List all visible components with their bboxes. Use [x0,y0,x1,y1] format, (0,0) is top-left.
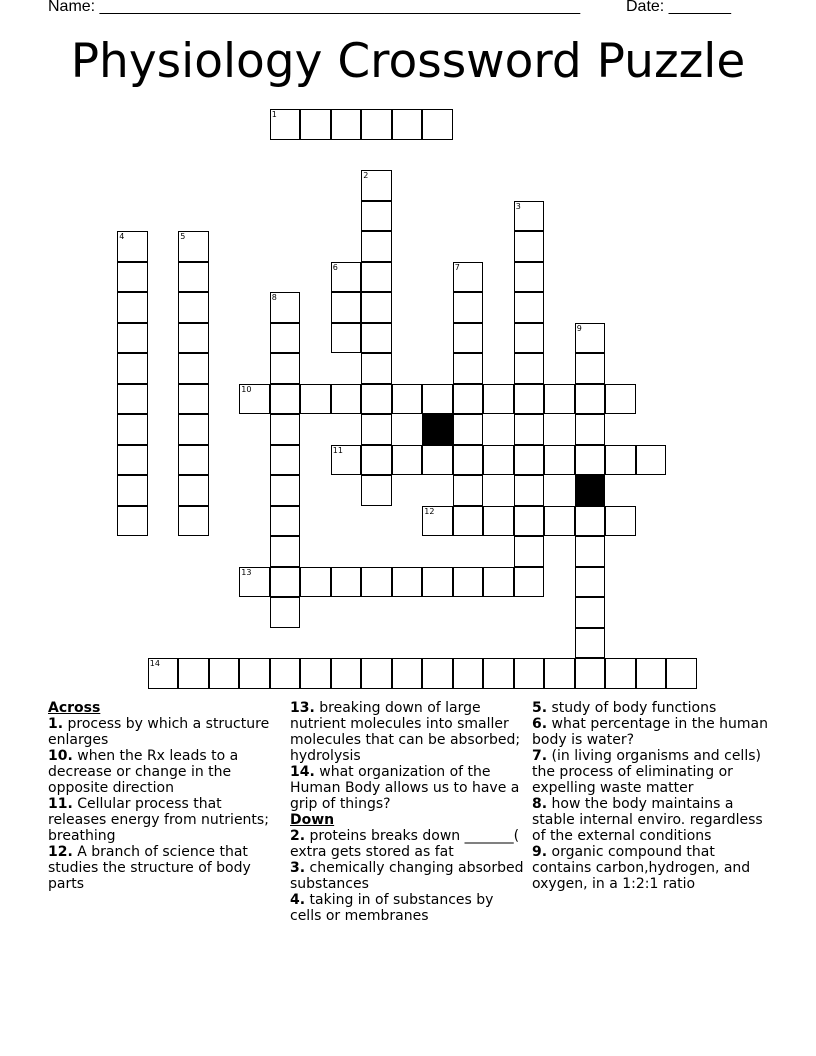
grid-cell[interactable] [514,292,545,323]
grid-cell[interactable] [575,445,606,476]
clue-text: when the Rx leads to a decrease or change in the opposite direction [48,748,239,796]
clue-number: 5. [532,700,548,716]
grid-cell[interactable] [361,475,392,506]
cell-number: 12 [424,506,435,516]
grid-cell[interactable] [514,567,545,598]
clue-10 [48,748,280,796]
grid-cell[interactable] [636,445,667,476]
clue-6 [532,716,772,748]
clue-text: taking in of substances by cells or membranes [290,892,494,924]
clue-text: what organization of the Human Body allows us to have a grip of things? [290,764,520,812]
cell-number: 3 [515,201,521,211]
grid-cell[interactable] [117,231,148,262]
clues-column-1 [48,700,280,892]
grid-cell[interactable] [361,201,392,232]
grid-cell[interactable] [514,384,545,415]
clue-number: 1. [48,716,64,732]
grid-cell[interactable] [361,292,392,323]
clue-number: 12. [48,844,73,860]
name-field-label: Name: ______________________________________________________ [48,0,581,15]
grid-cell[interactable] [392,109,423,140]
clue-text: breaking down of large nutrient molecules into smaller molecules that can be absorbed; hydrolysis [290,700,521,764]
grid-cell[interactable] [270,384,301,415]
grid-cell[interactable] [361,231,392,262]
grid-cell[interactable] [422,567,453,598]
cell-number: 5 [180,232,186,242]
grid-cell[interactable] [178,658,209,689]
grid-cell[interactable] [178,353,209,384]
cell-number: 14 [149,659,160,669]
grid-cell[interactable] [575,506,606,537]
grid-cell[interactable] [575,536,606,567]
grid-cell[interactable] [331,323,362,354]
grid-cell[interactable] [270,567,301,598]
grid-cell[interactable] [392,567,423,598]
grid-cell[interactable] [514,262,545,293]
grid-cell[interactable] [514,201,545,232]
grid-cell[interactable] [331,567,362,598]
grid-cell[interactable] [514,353,545,384]
grid-cell[interactable] [453,445,484,476]
blocked-cell [422,414,453,445]
grid-cell[interactable] [331,384,362,415]
grid-cell[interactable] [453,658,484,689]
blocked-cell [575,475,606,506]
grid-cell[interactable] [361,262,392,293]
clue-2 [290,828,528,860]
grid-cell[interactable] [270,109,301,140]
cell-number: 13 [241,567,252,577]
grid-cell[interactable] [575,353,606,384]
grid-cell[interactable] [575,384,606,415]
cell-number: 8 [271,293,277,303]
grid-cell[interactable] [636,658,667,689]
cell-number: 2 [363,171,369,181]
grid-cell[interactable] [117,262,148,293]
clue-number: 4. [290,892,306,908]
grid-cell[interactable] [117,445,148,476]
clue-text: proteins breaks down _______( extra gets stored as fat [290,828,520,860]
grid-cell[interactable] [270,414,301,445]
grid-cell[interactable] [270,353,301,384]
grid-cell[interactable] [178,506,209,537]
clue-text: (in living organisms and cells) the process of eliminating or expelling waste matter [532,748,761,796]
grid-cell[interactable] [514,323,545,354]
grid-cell[interactable] [544,506,575,537]
grid-cell[interactable] [605,506,636,537]
grid-cell[interactable] [178,475,209,506]
cell-number: 4 [119,232,125,242]
clue-5 [532,700,772,716]
grid-cell[interactable] [392,658,423,689]
clue-9 [532,844,772,892]
grid-cell[interactable] [422,109,453,140]
grid-cell[interactable] [361,567,392,598]
grid-cell[interactable] [331,109,362,140]
cell-number: 7 [454,262,460,272]
grid-cell[interactable] [178,231,209,262]
grid-cell[interactable] [270,445,301,476]
grid-cell[interactable] [453,384,484,415]
grid-cell[interactable] [178,445,209,476]
grid-cell[interactable] [453,567,484,598]
grid-cell[interactable] [575,628,606,659]
clue-13 [290,700,528,764]
grid-cell[interactable] [514,506,545,537]
across-heading: Across [48,700,101,716]
grid-cell[interactable] [392,384,423,415]
grid-cell[interactable] [117,292,148,323]
grid-cell[interactable] [514,445,545,476]
grid-cell[interactable] [270,323,301,354]
grid-cell[interactable] [270,536,301,567]
grid-cell[interactable] [270,658,301,689]
cell-number: 6 [332,262,338,272]
grid-cell[interactable] [117,323,148,354]
clue-4 [290,892,528,924]
grid-cell[interactable] [483,567,514,598]
grid-cell[interactable] [117,475,148,506]
clue-number: 13. [290,700,315,716]
clue-8 [532,796,772,844]
cell-number: 9 [576,323,582,333]
grid-cell[interactable] [361,353,392,384]
grid-cell[interactable] [453,262,484,293]
grid-cell[interactable] [361,170,392,201]
grid-cell[interactable] [361,384,392,415]
grid-cell[interactable] [178,292,209,323]
grid-cell[interactable] [453,323,484,354]
grid-cell[interactable] [605,384,636,415]
grid-cell[interactable] [361,414,392,445]
grid-cell[interactable] [239,567,270,598]
clue-text: Cellular process that releases energy from nutrients; breathing [48,796,269,844]
grid-cell[interactable] [514,231,545,262]
grid-cell[interactable] [178,262,209,293]
grid-cell[interactable] [575,567,606,598]
grid-cell[interactable] [453,353,484,384]
clue-text: process by which a structure enlarges [48,716,270,748]
grid-cell[interactable] [239,384,270,415]
grid-cell[interactable] [422,384,453,415]
cell-number: 1 [271,110,277,120]
grid-cell[interactable] [514,658,545,689]
grid-cell[interactable] [270,292,301,323]
grid-cell[interactable] [422,506,453,537]
down-heading: Down [290,812,335,828]
grid-cell[interactable] [605,445,636,476]
grid-cell[interactable] [514,536,545,567]
clues-column-2 [290,700,528,924]
grid-cell[interactable] [300,384,331,415]
clue-text: organic compound that contains carbon,hydrogen, and oxygen, in a 1:2:1 ratio [532,844,751,892]
grid-cell[interactable] [575,414,606,445]
grid-cell[interactable] [453,292,484,323]
grid-cell[interactable] [361,109,392,140]
clue-11 [48,796,280,844]
grid-cell[interactable] [422,658,453,689]
clue-number: 14. [290,764,315,780]
clue-number: 2. [290,828,306,844]
clue-number: 10. [48,748,73,764]
grid-cell[interactable] [422,445,453,476]
grid-cell[interactable] [331,445,362,476]
date-field-label: Date: _______ [626,0,731,15]
clue-text: what percentage in the human body is water? [532,716,768,748]
grid-cell[interactable] [239,658,270,689]
grid-cell[interactable] [575,597,606,628]
grid-cell[interactable] [300,658,331,689]
grid-cell[interactable] [544,658,575,689]
grid-cell[interactable] [300,109,331,140]
grid-cell[interactable] [392,445,423,476]
grid-cell[interactable] [270,597,301,628]
clue-3 [290,860,528,892]
grid-cell[interactable] [575,658,606,689]
grid-cell[interactable] [300,567,331,598]
grid-cell[interactable] [178,323,209,354]
clue-number: 7. [532,748,548,764]
grid-cell[interactable] [117,384,148,415]
grid-cell[interactable] [361,323,392,354]
clue-14 [290,764,528,812]
grid-cell[interactable] [544,384,575,415]
clue-1 [48,716,280,748]
clue-number: 9. [532,844,548,860]
grid-cell[interactable] [453,475,484,506]
clue-7 [532,748,772,796]
page-title: Physiology Crossword Puzzle [70,34,746,89]
grid-cell[interactable] [453,506,484,537]
clue-text: A branch of science that studies the structure of body parts [48,844,251,892]
grid-cell[interactable] [331,658,362,689]
clues-column-3 [532,700,772,892]
grid-cell[interactable] [178,414,209,445]
grid-cell[interactable] [178,384,209,415]
grid-cell[interactable] [270,475,301,506]
grid-cell[interactable] [605,658,636,689]
grid-cell[interactable] [483,658,514,689]
grid-cell[interactable] [483,506,514,537]
grid-cell[interactable] [117,506,148,537]
grid-cell[interactable] [117,353,148,384]
grid-cell[interactable] [331,292,362,323]
grid-cell[interactable] [514,475,545,506]
clue-text: chemically changing absorbed substances [290,860,524,892]
grid-cell[interactable] [117,414,148,445]
grid-cell[interactable] [575,323,606,354]
grid-cell[interactable] [331,262,362,293]
grid-cell[interactable] [514,414,545,445]
cell-number: 10 [241,384,252,394]
grid-cell[interactable] [666,658,697,689]
grid-cell[interactable] [453,414,484,445]
grid-cell[interactable] [361,445,392,476]
clue-text: study of body functions [547,700,717,716]
clue-text: how the body maintains a stable internal enviro. regardless of the external conditions [532,796,763,844]
clue-number: 11. [48,796,73,812]
clue-12 [48,844,280,892]
grid-cell[interactable] [361,658,392,689]
grid-cell[interactable] [483,445,514,476]
clue-number: 3. [290,860,306,876]
cell-number: 11 [332,445,343,455]
grid-cell[interactable] [483,384,514,415]
clue-number: 8. [532,796,548,812]
grid-cell[interactable] [270,506,301,537]
grid-cell[interactable] [544,445,575,476]
grid-cell[interactable] [209,658,240,689]
grid-cell[interactable] [148,658,179,689]
clue-number: 6. [532,716,548,732]
